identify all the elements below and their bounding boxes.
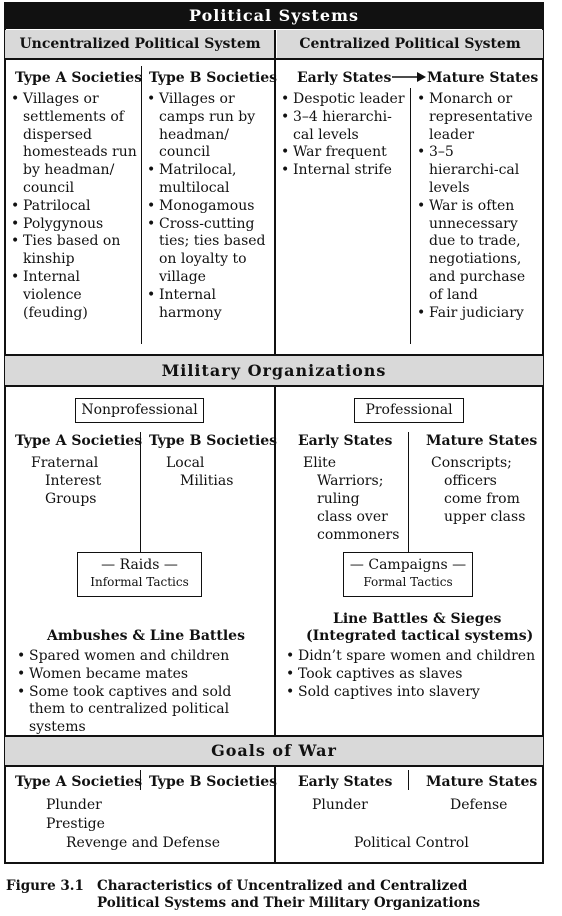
figure-title: Political Systems <box>4 2 544 29</box>
list-item: • Cross-cutting ties; ties based on loyalty to village <box>147 216 277 287</box>
centralized-header: Centralized Political System <box>277 30 543 58</box>
list-item: • Villages or camps run by headman/ council <box>147 91 259 162</box>
type-a-list <box>11 91 139 322</box>
list-item: • 3–5 hierarchi-cal levels <box>417 144 527 197</box>
mature-states-list <box>417 91 535 322</box>
type-b-heading: Type B Societies <box>149 70 278 86</box>
list-item: • Didn’t spare women and children <box>286 648 541 666</box>
list-item: • Internal harmony <box>147 287 269 323</box>
mature-states-heading: Mature States <box>427 70 539 86</box>
caption-line-2: Political Systems and Their Military Organizations <box>97 895 481 911</box>
goal-text: Revenge and Defense <box>66 835 220 851</box>
mature-states-heading: Mature States <box>426 433 538 449</box>
list-item: • Patrilocal <box>11 198 139 216</box>
early-states-list <box>281 91 407 180</box>
nonprofessional-box: Nonprofessional <box>75 398 204 423</box>
early-states-heading: Early States <box>298 433 393 449</box>
figure-caption <box>6 878 480 912</box>
early-military-text: ruling <box>317 491 360 507</box>
list-item: • Internal strife <box>281 162 407 180</box>
campaigns-box <box>343 552 473 597</box>
arrow-right-icon <box>391 70 427 84</box>
early-military-text: commoners <box>317 527 400 543</box>
list-item: • Internal violence (feuding) <box>11 269 113 322</box>
goal-text: Plunder <box>312 797 368 813</box>
goal-text: Plunder <box>46 797 102 813</box>
list-item: • Women became mates <box>17 666 269 684</box>
mature-military-text: upper class <box>444 509 526 525</box>
list-item: • Spared women and children <box>17 648 269 666</box>
column-divider <box>408 432 409 552</box>
divider <box>4 385 544 387</box>
list-item: • Took captives as slaves <box>286 666 541 684</box>
list-item: • Monarch or representative leader <box>417 91 524 144</box>
type-b-heading: Type B Societies <box>149 433 278 449</box>
type-a-heading: Type A Societies <box>15 433 143 449</box>
raids-box <box>77 552 202 597</box>
list-item: • Matrilocal, multilocal <box>147 162 249 198</box>
column-divider <box>410 88 411 344</box>
list-item: • Despotic leader <box>281 91 407 109</box>
list-item: • Sold captives into slavery <box>286 684 541 702</box>
column-divider <box>408 770 409 790</box>
type-a-military-text: Interest <box>45 473 102 489</box>
type-b-heading: Type B Societies <box>149 774 278 790</box>
raids-subtitle: Informal Tactics <box>90 575 189 589</box>
column-divider <box>140 432 141 552</box>
goal-text: Prestige <box>46 816 105 832</box>
right-result-heading: Line Battles & Sieges <box>333 611 502 627</box>
list-item: • Polygynous <box>11 216 139 234</box>
mature-military-text: come from <box>444 491 520 507</box>
type-a-military-text: Groups <box>45 491 97 507</box>
mature-military-text: officers <box>444 473 497 489</box>
type-b-list <box>147 91 269 322</box>
figure-label: Figure 3.1 <box>6 878 84 894</box>
left-result-list <box>17 648 269 737</box>
mature-states-heading: Mature States <box>426 774 538 790</box>
list-item: • Monogamous <box>147 198 269 216</box>
goal-text: Political Control <box>354 835 469 851</box>
list-item: • 3–4 hierarchi-cal levels <box>281 109 397 145</box>
campaigns-title: — Campaigns — <box>349 557 467 573</box>
professional-box: Professional <box>354 398 464 423</box>
type-b-military-text: Local <box>166 455 205 471</box>
raids-title: — Raids — <box>101 557 178 573</box>
early-states-heading: Early States <box>298 774 393 790</box>
type-a-heading: Type A Societies <box>15 70 143 86</box>
mature-military-text: Conscripts; <box>431 455 512 471</box>
type-b-military-text: Militias <box>180 473 234 489</box>
campaigns-subtitle: Formal Tactics <box>363 575 453 589</box>
early-military-text: Warriors; <box>317 473 384 489</box>
right-result-list <box>286 648 541 701</box>
right-result-subheading: (Integrated tactical systems) <box>306 628 534 644</box>
type-a-military-text: Fraternal <box>31 455 99 471</box>
list-item: • Villages or settlements of dispersed homesteads run by headman/ council <box>11 91 139 198</box>
list-item: • Ties based on kinship <box>11 233 123 269</box>
early-states-heading: Early States <box>297 70 392 86</box>
early-military-text: class over <box>317 509 388 525</box>
divider <box>4 765 544 767</box>
list-item: • Some took captives and sold them to centralized political systems <box>17 684 269 737</box>
left-result-heading: Ambushes & Line Battles <box>47 628 245 644</box>
goals-header: Goals of War <box>5 737 543 765</box>
military-header: Military Organizations <box>5 356 543 385</box>
early-military-text: Elite <box>303 455 337 471</box>
list-item: • War is often unnecessary due to trade, negotiations, and purchase of land <box>417 198 529 305</box>
column-divider <box>141 66 142 344</box>
list-item: • Fair judiciary <box>417 305 535 323</box>
list-item: • War frequent <box>281 144 407 162</box>
uncentralized-header: Uncentralized Political System <box>5 30 275 58</box>
type-a-heading: Type A Societies <box>15 774 143 790</box>
caption-line-1: Characteristics of Uncentralized and Centralized <box>97 878 468 894</box>
goal-text: Defense <box>450 797 508 813</box>
